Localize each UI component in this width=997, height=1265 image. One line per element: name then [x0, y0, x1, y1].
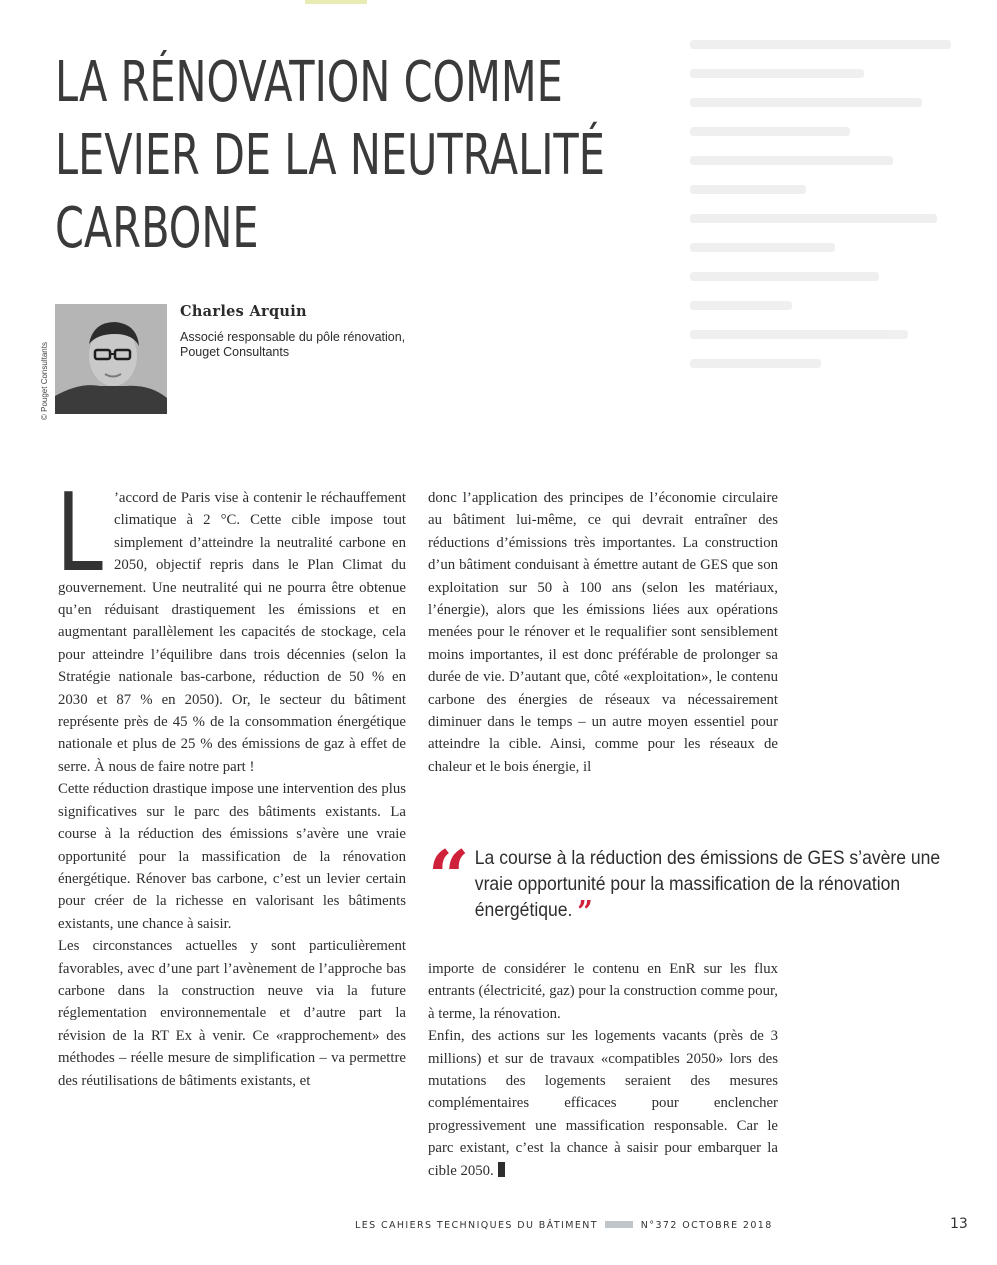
title-line-2: LEVIER DE LA NEUTRALITÉ — [55, 123, 605, 188]
paragraph: Les circonstances actuelles y sont particulièrement favorables, avec d’une part l’avènement de l’approche bas carbone dans la construction neuve via la future réglementation environnementale et d’autre part la révision de la RT Ex à venir. Ce «rapprochement» des méthodes – réelle mesure de simplification – va permettre des réutilisations de bâtiments existants, et — [58, 938, 406, 1089]
paragraph: importe de considérer le contenu en EnR sur les flux entrants (électricité, gaz) pour la construction comme pour, à terme, la rénovation. — [428, 961, 778, 1022]
paragraph-final — [428, 1025, 778, 1182]
paragraph-final-text: Enfin, des actions sur les logements vacants (près de 3 millions) et sur de travaux «compatibles 2050» lors des mutations des logements seraient des mesures complémentaires efficaces pour enclencher progressivement une massification responsable. Car le parc existant, c’est la chance à saisir pour embarquer la cible 2050. — [428, 1028, 778, 1179]
footer-separator-icon — [605, 1221, 633, 1228]
body-column-left — [56, 471, 406, 1092]
author-name: Charles Arquin — [180, 303, 307, 320]
quote-open-mark-icon: “ — [428, 834, 470, 919]
pull-quote — [428, 834, 968, 930]
photo-credit: © Pouget Consultants — [40, 342, 49, 420]
body-column-right-top — [428, 487, 778, 778]
page-number: 13 — [950, 1216, 968, 1232]
end-of-article-icon — [498, 1162, 505, 1177]
publication-name: LES CAHIERS TECHNIQUES DU BÂTIMENT — [355, 1220, 598, 1231]
title-line-3: CARBONE — [55, 196, 259, 261]
article-title — [55, 46, 617, 265]
paragraph: ’accord de Paris vise à contenir le réchauffement climatique à 2 °C. Cette cible impose tout simplement d’atteindre la neutralité carbone en 2050, objectif repris dans le Plan Climat du gouvernement. Une neutralité qui ne pourra être obtenue qu’en réduisant drastiquement les émissions et en augmentant parallèlement les capacités de stockage, cela pour atteindre l’équilibre dans trois décennies (selon la Stratégie nationale bas-carbone, réduction de 50 % en 2030 et 87 % en 2050). Or, le secteur du bâtiment représente près de 45 % de la consommation énergétique nationale et plus de 25 % des émissions de gaz à effet de serre. À nous de faire notre part ! — [58, 490, 406, 775]
issue-info: N°372 OCTOBRE 2018 — [640, 1220, 773, 1231]
paragraph: donc l’application des principes de l’économie circulaire au bâtiment lui-même, ce qui devrait entraîner des réductions d’émissions très importantes. La construction d’un bâtiment conduisant à émettre autant de GES que son exploitation sur 50 à 100 ans (selon les matériaux, l’énergie), alors que les émissions liées aux opérations menées pour le rénover et le requalifier sont sensiblement moins importantes, il est donc préférable de prolonger sa durée de vie. D’autant que, côté «exploitation», le contenu carbone des énergies de réseaux va nécessairement diminuer dans le temps – un autre moyen essentiel pour atteindre la cible. Ainsi, comme pour les réseaux de chaleur et le bois énergie, il — [428, 490, 778, 775]
page-footer — [355, 1220, 773, 1231]
title-line-1: LA RÉNOVATION COMME — [55, 50, 563, 115]
pull-quote-text: La course à la réduction des émissions de GES s’avère une vraie opportunité pour la massification de la rénovation énergétique. — [474, 847, 941, 921]
bleed-through-shadow — [690, 40, 980, 460]
paragraph: Cette réduction drastique impose une intervention des plus significatives sur le parc des bâtiments existants. La course à la réduction des émissions s’avère une vraie opportunité pour la massification de la rénovation énergétique. Rénover bas carbone, c’est un levier certain pour créer de la richesse en valorisant les bâtiments existants, une chance à saisir. — [58, 781, 406, 932]
author-role: Associé responsable du pôle rénovation, Pouget Consultants — [180, 330, 406, 359]
quote-close-mark-icon: ” — [577, 895, 593, 930]
author-photo — [55, 304, 167, 414]
drop-cap: L — [56, 471, 103, 596]
body-column-right-bottom — [428, 958, 778, 1182]
top-accent-bar — [305, 0, 367, 4]
